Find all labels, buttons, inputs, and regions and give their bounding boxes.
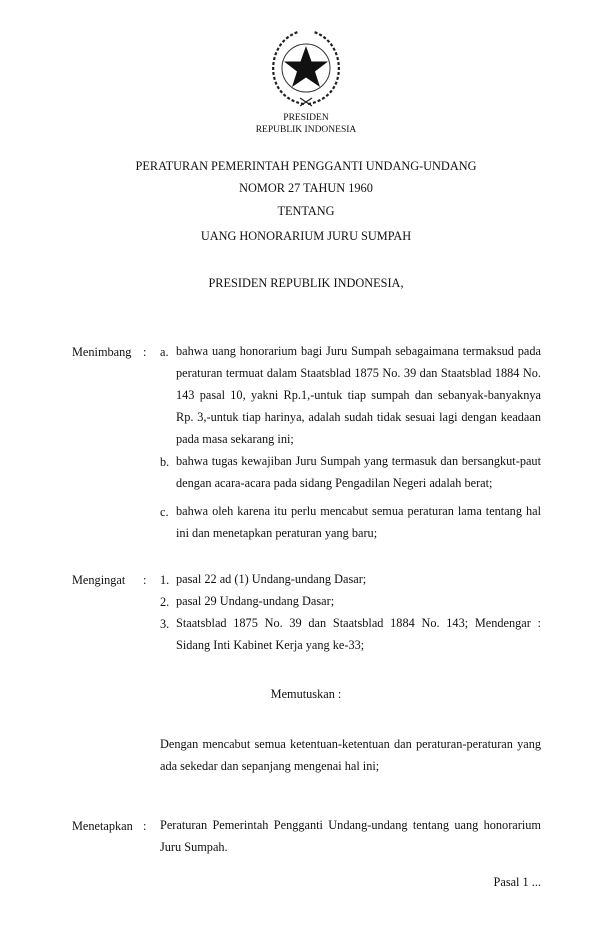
item-marker: 2.: [160, 595, 170, 609]
emblem: [268, 28, 344, 110]
item-marker: 1.: [160, 573, 170, 587]
item-marker: b.: [160, 455, 170, 469]
menetapkan-colon: :: [143, 819, 147, 833]
menimbang-item-b: bahwa tugas kewajiban Juru Sumpah yang termasuk dan bersangkut-paut dengan acara-acara pada sidang Pengadilan Negeri adalah berat;: [176, 454, 541, 490]
mengingat-label: Mengingat: [72, 573, 126, 587]
mengingat-item-2: pasal 29 Undang-undang Dasar;: [176, 594, 335, 608]
menimbang-colon: :: [143, 345, 147, 359]
menimbang-item-a: bahwa uang honorarium bagi Juru Sumpah sebagaimana termaksud pada peraturan termuat dalam Staatsblad 1875 No. 39 dan Staatsblad 1884 No. 143 pasal 10, yakni Rp.1,-untuk tiap sumpah dan sebanyak-banyaknya Rp. 3,-untuk tiap harinya, adalah sudah tidak sesuai lagi dengan keadaan pada masa sekarang ini;: [176, 344, 541, 446]
dengan-paragraph: Dengan mencabut semua ketentuan-ketentuan dan peraturan-peraturan yang ada sekedar dan sepanjang mengenai hal ini;: [160, 737, 541, 773]
mengingat-colon: :: [143, 573, 147, 587]
title-line-1: PERATURAN PEMERINTAH PENGGANTI UNDANG-UNDANG: [135, 159, 477, 173]
menetapkan-label: Menetapkan: [72, 819, 133, 833]
mengingat-item-3: Staatsblad 1875 No. 39 dan Staatsblad 1884 No. 143; Mendengar : Sidang Inti Kabinet Kerja yang ke-33;: [176, 616, 541, 652]
item-marker: a.: [160, 345, 169, 359]
menimbang-label: Menimbang: [72, 345, 132, 359]
title-line-4: UANG HONORARIUM JURU SUMPAH: [200, 229, 412, 243]
memutuskan-heading: Memutuskan :: [270, 687, 342, 701]
menimbang-item-c: bahwa oleh karena itu perlu mencabut semua peraturan lama tentang hal ini dan menetapkan peraturan yang baru;: [176, 504, 541, 540]
item-marker: 3.: [160, 617, 170, 631]
title-line-2: NOMOR 27 TAHUN 1960: [239, 181, 373, 195]
menetapkan-text: Peraturan Pemerintah Pengganti Undang-undang tentang uang honorarium Juru Sumpah.: [160, 818, 541, 854]
mengingat-item-1: pasal 22 ad (1) Undang-undang Dasar;: [176, 572, 367, 586]
president-heading: PRESIDEN REPUBLIK INDONESIA,: [208, 276, 404, 290]
header-republik: REPUBLIK INDONESIA: [255, 125, 357, 135]
title-line-3: TENTANG: [277, 204, 335, 218]
header-presiden: PRESIDEN: [283, 113, 329, 123]
item-marker: c.: [160, 505, 169, 519]
star-wreath-emblem-icon: [268, 28, 344, 110]
next-page-marker: Pasal 1 ...: [493, 875, 541, 889]
